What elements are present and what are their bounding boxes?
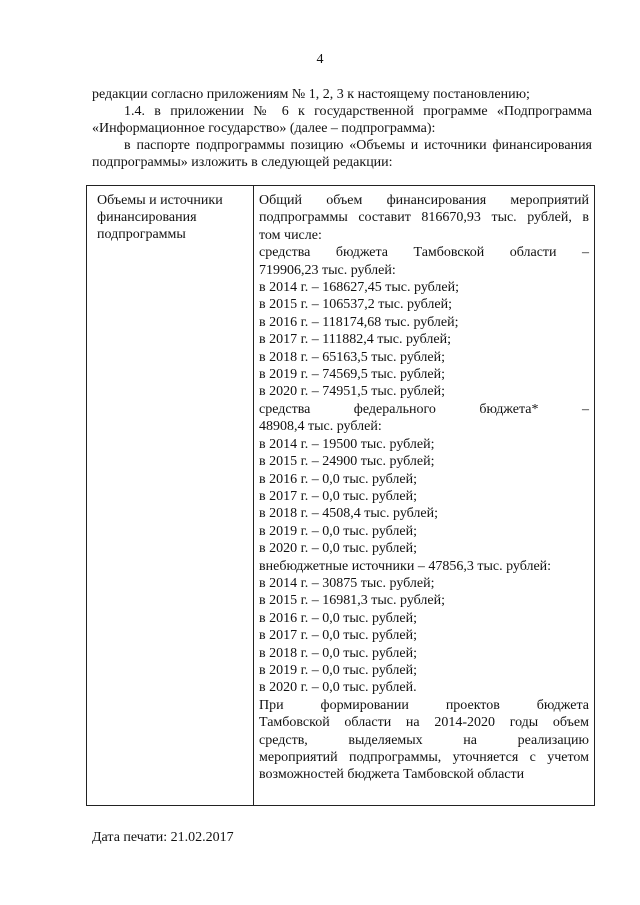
funding-table [86, 185, 595, 806]
table-right-line: в 2018 г. – 0,0 тыс. рублей; [259, 645, 417, 661]
table-right-line: 48908,4 тыс. рублей: [259, 419, 382, 435]
paragraph-2: 1.4. в приложении № 6 к государственной программе «Подпрограмма «Информационное государство» (далее – подпрограмма): [92, 104, 592, 136]
table-right-line: мероприятий подпрограммы, уточняется с учетом [259, 750, 589, 765]
table-right-line: При формировании проектов бюджета [259, 697, 589, 713]
table-right-line: в 2018 г. – 4508,4 тыс. рублей; [259, 506, 438, 522]
table-right-line: в 2018 г. – 65163,5 тыс. рублей; [259, 349, 445, 365]
table-right-line: возможностей бюджета Тамбовской области [259, 767, 525, 783]
table-right-line: в 2017 г. – 111882,4 тыс. рублей; [259, 332, 451, 348]
table-right-line: 719906,23 тыс. рублей: [259, 262, 396, 278]
table-right-line: внебюджетные источники – 47856,3 тыс. рублей: [259, 558, 552, 574]
table-right-line: в 2015 г. – 106537,2 тыс. рублей; [259, 297, 452, 313]
table-right-line: подпрограммы составит 816670,93 тыс. рублей, в [259, 210, 589, 226]
table-right-line: Тамбовской области на 2014-2020 годы объем [259, 715, 589, 731]
table-right-line: средства федерального бюджета* – [259, 401, 589, 417]
page-number: 4 [316, 52, 324, 67]
table-right-line: в 2020 г. – 74951,5 тыс. рублей; [259, 384, 445, 400]
table-right-line: в 2017 г. – 0,0 тыс. рублей; [259, 628, 417, 644]
table-right-line: средств, выделяемых на реализацию [259, 732, 589, 748]
table-column-divider [253, 186, 254, 805]
table-right-line: в 2016 г. – 0,0 тыс. рублей; [259, 471, 417, 487]
table-right-line: в 2020 г. – 0,0 тыс. рублей; [259, 541, 417, 557]
table-right-line: в 2016 г. – 0,0 тыс. рублей; [259, 610, 417, 626]
table-right-line: в 2014 г. – 19500 тыс. рублей; [259, 436, 435, 452]
table-right-line: в 2015 г. – 16981,3 тыс. рублей; [259, 593, 445, 609]
table-right-line: в 2017 г. – 0,0 тыс. рублей; [259, 488, 417, 504]
table-right-line: в 2019 г. – 0,0 тыс. рублей; [259, 523, 417, 539]
table-right-cell [259, 192, 589, 784]
table-right-line: средства бюджета Тамбовской области – [259, 245, 589, 261]
table-left-cell: Объемы и источники финансирования подпрограммы [97, 193, 223, 242]
table-right-line: в 2019 г. – 0,0 тыс. рублей; [259, 662, 417, 678]
table-right-line: в 2014 г. – 30875 тыс. рублей; [259, 575, 435, 591]
paragraph-1: редакции согласно приложениям № 1, 2, 3 к настоящему постановлению; [92, 87, 530, 102]
table-right-line: в 2015 г. – 24900 тыс. рублей; [259, 454, 435, 470]
paragraph-3: в паспорте подпрограммы позицию «Объемы и источники финансирования подпрограммы» изложить в следующей редакции: [92, 138, 592, 170]
table-right-line: в 2016 г. – 118174,68 тыс. рублей; [259, 314, 459, 330]
table-right-line: в 2020 г. – 0,0 тыс. рублей. [259, 680, 417, 696]
print-date: Дата печати: 21.02.2017 [92, 830, 234, 845]
table-right-line: Общий объем финансирования мероприятий [259, 193, 589, 208]
table-right-line: в 2019 г. – 74569,5 тыс. рублей; [259, 367, 445, 383]
table-right-line: том числе: [259, 227, 322, 243]
table-right-line: в 2014 г. – 168627,45 тыс. рублей; [259, 280, 459, 296]
